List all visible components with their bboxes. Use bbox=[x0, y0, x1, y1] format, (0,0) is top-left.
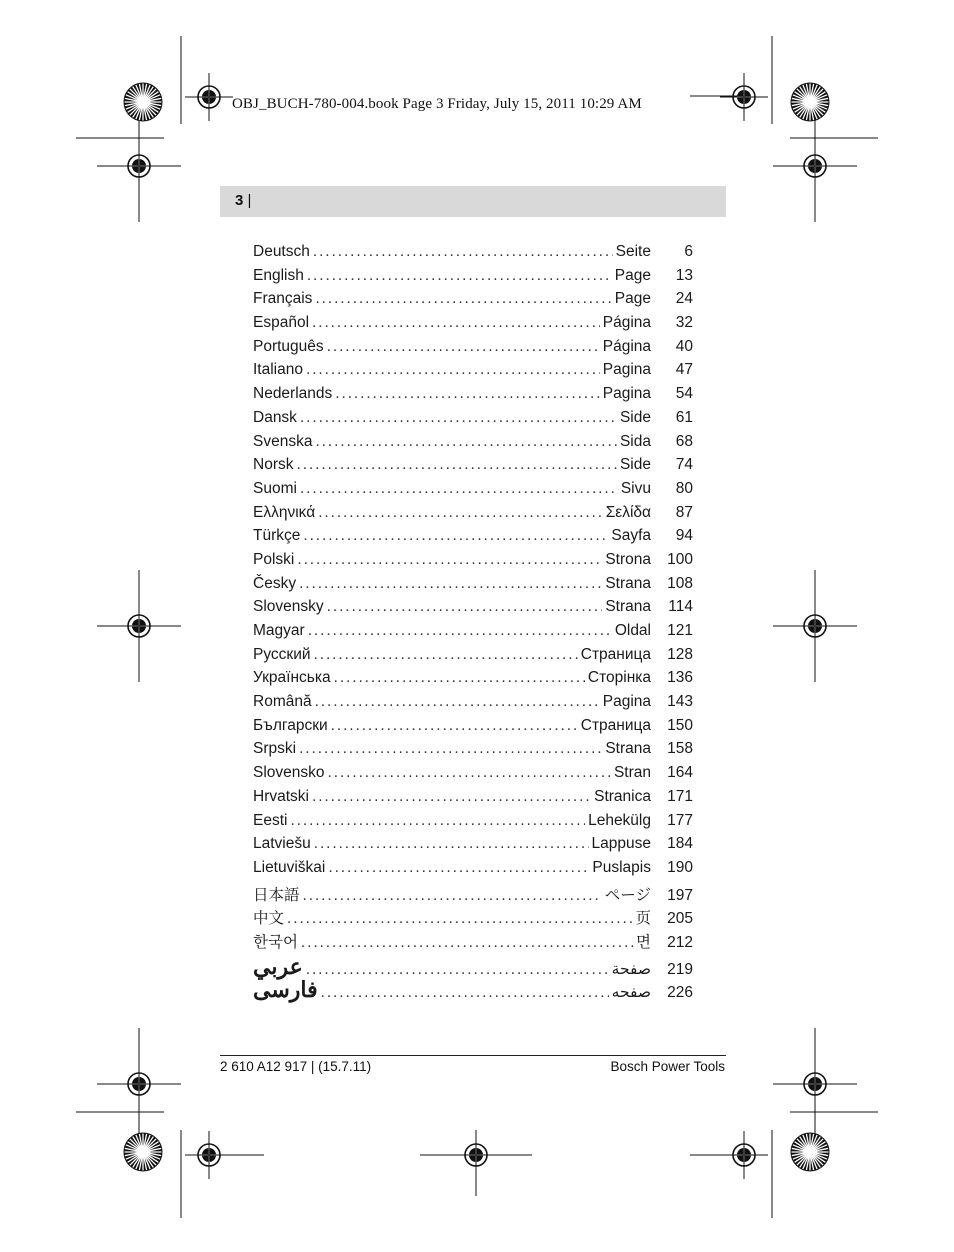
toc-page-word: Stranica bbox=[594, 787, 651, 805]
toc-language: Lietuviškai bbox=[253, 858, 326, 876]
toc-leader-dots bbox=[296, 456, 616, 474]
toc-page-number: 212 bbox=[667, 933, 693, 951]
toc-page-number: 68 bbox=[675, 432, 693, 450]
footer-brand: Bosch Power Tools bbox=[610, 1059, 725, 1074]
toc-page-number: 128 bbox=[667, 645, 693, 663]
toc-leader-dots bbox=[335, 385, 599, 403]
toc-page-number: 226 bbox=[667, 984, 693, 1002]
toc-entry[interactable] bbox=[253, 361, 693, 385]
registration-target-icon bbox=[720, 73, 768, 121]
toc-entry[interactable] bbox=[253, 480, 693, 504]
toc-page-number: 80 bbox=[675, 479, 693, 497]
toc-leader-dots bbox=[303, 527, 608, 545]
toc-entry[interactable] bbox=[253, 740, 693, 764]
toc-entry[interactable] bbox=[253, 267, 693, 291]
toc-entry[interactable] bbox=[253, 456, 693, 480]
toc-language: Italiano bbox=[253, 361, 303, 379]
toc-leader-dots bbox=[327, 338, 600, 356]
toc-page-number: 94 bbox=[675, 527, 693, 545]
starburst-icon bbox=[124, 1133, 162, 1171]
toc-page-word: Oldal bbox=[614, 622, 651, 639]
toc-page-number: 74 bbox=[675, 456, 693, 474]
toc-page-number: 171 bbox=[667, 787, 693, 805]
footer-code: 2 610 A12 917 | (15.7.11) bbox=[220, 1059, 372, 1074]
toc-leader-dots bbox=[299, 575, 602, 593]
toc-page-word: Pagina bbox=[602, 361, 651, 379]
toc-page-word: Página bbox=[602, 337, 651, 355]
toc-page-number: 158 bbox=[667, 740, 693, 758]
toc-page-word: Lappuse bbox=[591, 835, 651, 853]
toc-language: Norsk bbox=[253, 456, 294, 474]
toc-language: Suomi bbox=[253, 479, 297, 497]
toc-page-number: 150 bbox=[667, 716, 693, 734]
toc-leader-dots bbox=[306, 361, 600, 379]
page-number: 3 | bbox=[235, 192, 251, 209]
toc-language: 日本語 bbox=[253, 886, 300, 904]
toc-leader-dots bbox=[318, 504, 603, 522]
toc-language: Ελληνικά bbox=[253, 503, 316, 521]
toc-language: Dansk bbox=[253, 408, 297, 426]
toc-page-word: صفحه bbox=[611, 984, 651, 1002]
toc-leader-dots bbox=[328, 764, 611, 782]
toc-language: Svenska bbox=[253, 432, 313, 450]
footer-divider bbox=[220, 1055, 726, 1056]
toc-page-word: Page bbox=[614, 290, 651, 308]
toc-language: Українська bbox=[253, 669, 331, 687]
toc-language: 中文 bbox=[253, 910, 285, 928]
toc-page-number: 32 bbox=[675, 314, 693, 332]
toc-page-number: 54 bbox=[675, 385, 693, 403]
toc-entry[interactable] bbox=[253, 930, 693, 954]
page-number-bar bbox=[220, 186, 726, 217]
toc-page-word: Strona bbox=[605, 550, 651, 568]
toc-leader-dots bbox=[308, 622, 612, 640]
toc-page-word: Side bbox=[619, 408, 651, 426]
toc-entry[interactable] bbox=[253, 717, 693, 741]
toc-page-word: 면 bbox=[636, 933, 651, 951]
toc-page-word: Sivu bbox=[620, 479, 651, 497]
toc-language: عربي bbox=[253, 953, 303, 979]
toc-language: Français bbox=[253, 290, 313, 308]
toc-page-word: Lehekülg bbox=[588, 811, 651, 829]
toc-page-word: Stran bbox=[613, 764, 651, 782]
toc-leader-dots bbox=[312, 314, 600, 332]
toc-language: Latviešu bbox=[253, 835, 311, 853]
toc-leader-dots bbox=[331, 717, 578, 735]
toc-entry[interactable] bbox=[253, 906, 693, 930]
toc-leader-dots bbox=[314, 646, 578, 664]
toc-language: Nederlands bbox=[253, 385, 333, 403]
toc-leader-dots bbox=[297, 551, 602, 569]
toc-page-number: 87 bbox=[675, 503, 693, 521]
toc-page-number: 136 bbox=[667, 669, 693, 687]
toc-language: Eesti bbox=[253, 811, 288, 829]
toc-leader-dots bbox=[303, 887, 602, 905]
toc-page-number: 6 bbox=[684, 243, 693, 260]
toc-page-word: Страница bbox=[580, 716, 651, 734]
toc-entry[interactable] bbox=[253, 433, 693, 457]
toc-page-word: Strana bbox=[605, 598, 651, 616]
toc-leader-dots bbox=[301, 934, 633, 952]
toc-entry[interactable] bbox=[253, 290, 693, 314]
toc-page-number: 108 bbox=[667, 574, 693, 592]
toc-entry[interactable] bbox=[253, 243, 693, 267]
toc-page-number: 114 bbox=[668, 598, 693, 616]
toc-leader-dots bbox=[312, 788, 591, 806]
toc-page-word: صفحة bbox=[611, 960, 651, 978]
toc-language: Türkçe bbox=[253, 527, 301, 545]
toc-language: Español bbox=[253, 314, 310, 332]
toc-leader-dots bbox=[321, 984, 609, 1002]
registration-target-icon bbox=[720, 1131, 768, 1179]
toc-entry[interactable] bbox=[253, 977, 693, 1001]
toc-entry[interactable] bbox=[253, 788, 693, 812]
toc-page-number: 143 bbox=[667, 693, 693, 711]
toc-page-number: 121 bbox=[667, 622, 693, 639]
toc-leader-dots bbox=[290, 812, 585, 830]
toc-page-word: ページ bbox=[604, 886, 651, 904]
toc-page-number: 205 bbox=[667, 910, 693, 928]
toc-leader-dots bbox=[307, 267, 612, 285]
toc-entry[interactable] bbox=[253, 598, 693, 622]
toc-language: Български bbox=[253, 716, 328, 734]
toc-leader-dots bbox=[299, 740, 602, 758]
toc-page-word: Strana bbox=[605, 740, 651, 758]
toc-entry[interactable] bbox=[253, 527, 693, 551]
toc-language: Magyar bbox=[253, 622, 305, 639]
toc-leader-dots bbox=[300, 409, 617, 427]
toc-language: Slovensky bbox=[253, 598, 324, 616]
registration-target-icon bbox=[185, 73, 233, 121]
toc-entry[interactable] bbox=[253, 883, 693, 907]
table-of-contents bbox=[253, 243, 693, 1001]
registration-target-icon bbox=[185, 1131, 233, 1179]
toc-entry[interactable] bbox=[253, 575, 693, 599]
toc-language: فارسی bbox=[253, 977, 318, 1003]
toc-page-word: Página bbox=[602, 314, 651, 332]
toc-page-number: 219 bbox=[667, 960, 693, 978]
toc-entry[interactable] bbox=[253, 622, 693, 646]
toc-entry[interactable] bbox=[253, 693, 693, 717]
toc-page-word: Сторінка bbox=[587, 669, 651, 687]
toc-leader-dots bbox=[313, 243, 613, 261]
toc-language: 한국어 bbox=[253, 933, 298, 951]
toc-language: Hrvatski bbox=[253, 787, 309, 805]
toc-leader-dots bbox=[306, 961, 609, 979]
toc-leader-dots bbox=[315, 693, 600, 711]
toc-page-number: 40 bbox=[675, 337, 693, 355]
toc-language: Română bbox=[253, 693, 312, 711]
toc-leader-dots bbox=[314, 835, 589, 853]
toc-page-word: Pagina bbox=[602, 385, 651, 403]
toc-leader-dots bbox=[315, 290, 611, 308]
toc-page-word: Sayfa bbox=[611, 527, 651, 545]
toc-language: Polski bbox=[253, 550, 295, 568]
toc-page-word: Seite bbox=[615, 243, 651, 260]
starburst-icon bbox=[791, 83, 829, 121]
toc-leader-dots bbox=[300, 480, 618, 498]
toc-language: Русский bbox=[253, 645, 311, 663]
toc-page-word: Страница bbox=[580, 645, 651, 663]
toc-page-number: 177 bbox=[667, 811, 693, 829]
toc-language: English bbox=[253, 266, 304, 284]
toc-page-number: 100 bbox=[667, 550, 693, 568]
toc-page-number: 197 bbox=[667, 886, 693, 904]
print-header: OBJ_BUCH-780-004.book Page 3 Friday, July 15, 2011 10:29 AM bbox=[232, 96, 642, 112]
toc-page-number: 24 bbox=[675, 290, 693, 308]
toc-entry[interactable] bbox=[253, 504, 693, 528]
toc-entry[interactable] bbox=[253, 764, 693, 788]
toc-page-number: 47 bbox=[675, 361, 693, 379]
toc-leader-dots bbox=[334, 669, 585, 687]
toc-page-number: 190 bbox=[667, 858, 693, 876]
toc-entry[interactable] bbox=[253, 409, 693, 433]
toc-page-number: 13 bbox=[675, 266, 693, 284]
toc-leader-dots bbox=[315, 433, 617, 451]
toc-entry[interactable] bbox=[253, 812, 693, 836]
toc-language: Deutsch bbox=[253, 243, 310, 260]
toc-entry[interactable] bbox=[253, 835, 693, 859]
toc-page-word: Strana bbox=[605, 574, 651, 592]
toc-entry[interactable] bbox=[253, 859, 693, 883]
toc-page-number: 61 bbox=[675, 408, 693, 426]
toc-language: Português bbox=[253, 337, 324, 355]
toc-leader-dots bbox=[328, 859, 589, 877]
toc-entry[interactable] bbox=[253, 646, 693, 670]
toc-entry[interactable] bbox=[253, 314, 693, 338]
toc-page-word: Σελίδα bbox=[605, 503, 651, 521]
toc-page-word: 页 bbox=[635, 910, 651, 928]
toc-page-word: Pagina bbox=[602, 693, 651, 711]
toc-leader-dots bbox=[287, 910, 632, 928]
starburst-icon bbox=[791, 1133, 829, 1171]
toc-entry[interactable] bbox=[253, 954, 693, 978]
toc-page-word: Puslapis bbox=[592, 858, 651, 876]
toc-page-word: Sida bbox=[619, 432, 651, 450]
toc-page-word: Side bbox=[619, 456, 651, 474]
toc-entry[interactable] bbox=[253, 551, 693, 575]
toc-entry[interactable] bbox=[253, 385, 693, 409]
toc-page-number: 184 bbox=[667, 835, 693, 853]
toc-page-word: Page bbox=[614, 266, 651, 284]
toc-page-number: 164 bbox=[667, 764, 693, 782]
toc-language: Srpski bbox=[253, 740, 297, 758]
toc-language: Slovensko bbox=[253, 764, 325, 782]
toc-entry[interactable] bbox=[253, 669, 693, 693]
toc-language: Česky bbox=[253, 574, 297, 592]
toc-entry[interactable] bbox=[253, 338, 693, 362]
toc-leader-dots bbox=[327, 598, 603, 616]
starburst-icon bbox=[124, 83, 162, 121]
